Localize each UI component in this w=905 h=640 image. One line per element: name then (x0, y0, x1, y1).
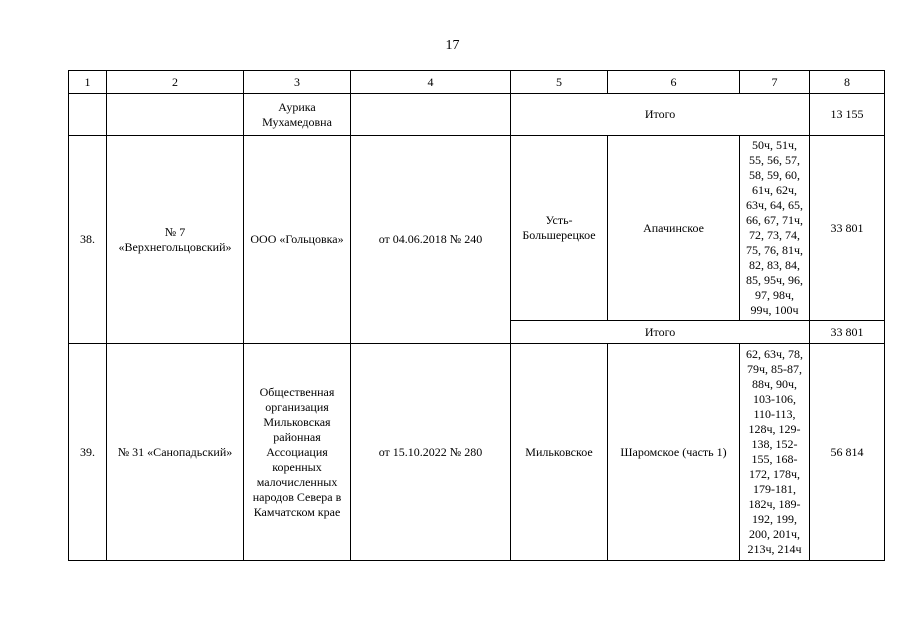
cell-area: 56 814 (810, 344, 885, 561)
table-row (69, 136, 885, 321)
column-header: 5 (511, 71, 608, 94)
cell-forestry: Шаромское (часть 1) (608, 344, 740, 561)
cell-owner: ООО «Гольцовка» (244, 136, 351, 344)
total-label: Итого (511, 94, 810, 136)
cell-name: № 31 «Санопадьский» (107, 344, 244, 561)
cell-forestry: Апачинское (608, 136, 740, 321)
cell-empty (107, 94, 244, 136)
cell-agreement: от 15.10.2022 № 280 (351, 344, 511, 561)
cell-agreement: от 04.06.2018 № 240 (351, 136, 511, 344)
column-number-row (69, 71, 885, 94)
column-header: 8 (810, 71, 885, 94)
column-header: 3 (244, 71, 351, 94)
page-number: 17 (445, 38, 460, 53)
cell-owner: Аурика Мухамедовна (244, 94, 351, 136)
cell-owner: Общественная организация Мильковская районная Ассоциация коренных малочисленных народов Севера в Камчатском крае (244, 344, 351, 561)
column-header: 1 (69, 71, 107, 94)
cell-empty (351, 94, 511, 136)
column-header: 4 (351, 71, 511, 94)
cell-empty (69, 94, 107, 136)
table-row (69, 94, 885, 136)
hunting-grounds-table (68, 70, 885, 561)
cell-district: Мильковское (511, 344, 608, 561)
column-header: 2 (107, 71, 244, 94)
cell-number: 39. (69, 344, 107, 561)
cell-quarters: 50ч, 51ч, 55, 56, 57, 58, 59, 60, 61ч, 62ч, 63ч, 64, 65, 66, 67, 71ч, 72, 73, 74, 75, 76, 81ч, 82, 83, 84, 85, 95ч, 96, 97, 98ч, 99ч, 100ч (740, 136, 810, 321)
cell-name: № 7 «Верхнегольцовский» (107, 136, 244, 344)
cell-district: Усть-Большерецкое (511, 136, 608, 321)
table-row (69, 344, 885, 561)
total-value: 13 155 (810, 94, 885, 136)
cell-number: 38. (69, 136, 107, 344)
column-header: 7 (740, 71, 810, 94)
cell-quarters: 62, 63ч, 78, 79ч, 85-87, 88ч, 90ч, 103-106, 110-113, 128ч, 129-138, 152-155, 168-172, 178ч, 179-181, 182ч, 189-192, 199, 200, 201ч, 213ч, 214ч (740, 344, 810, 561)
total-label: Итого (511, 321, 810, 344)
total-value: 33 801 (810, 321, 885, 344)
cell-area: 33 801 (810, 136, 885, 321)
column-header: 6 (608, 71, 740, 94)
